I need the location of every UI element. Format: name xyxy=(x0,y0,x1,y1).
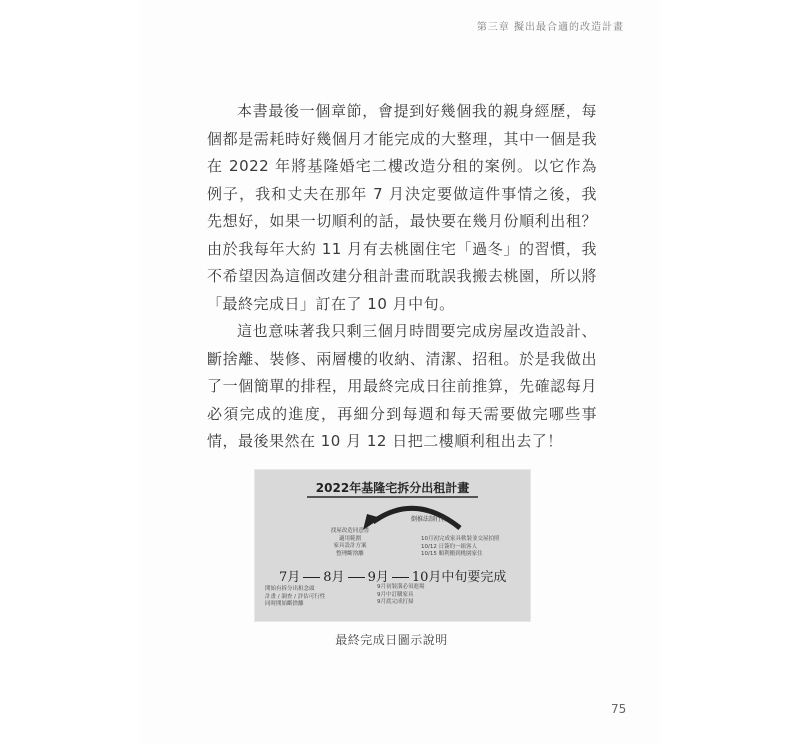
timeline-september: 9月 xyxy=(367,570,389,585)
paragraph-1: 本書最後一個章節，會提到好幾個我的親身經歷，每個都是需耗時好幾個月才能完成的大整理，其中一個是我在 2022 年將基隆婚宅二樓改造分租的案例。以它作為例子，我和丈夫在那年 7 月決定要做這件事情之後，我先想好，如果一切順利的話，最快要在幾月份順利出租？由於我每年大約 11 月有去桃園住宅「過冬」的習慣，我不希望因為這個改建分租計畫而耽誤我搬去桃園，所以將「最終完成日」訂在了 10 月中旬。 xyxy=(207,102,597,313)
timeline-august: 8月 xyxy=(323,570,345,585)
timeline xyxy=(279,566,529,585)
paragraph-2: 這也意味著我只剩三個月時間要完成房屋改造設計、斷捨離、裝修、兩層樓的收納、清潔、招租。於是我做出了一個簡單的排程，用最終完成日往前推算，先確認每月必須完成的進度，再細分到每週和每天需要做完哪些事情，最後果然在 10 月 12 日把二樓順利租出去了！ xyxy=(207,322,597,450)
page-number: 75 xyxy=(611,702,627,716)
figure-title: 2022年基隆宅拆分出租計畫 xyxy=(315,481,470,495)
schedule-figure xyxy=(254,469,531,622)
note-september: 9月初裝潢必須進場 9月中訂購家具 9月底完成打掃 xyxy=(377,584,425,605)
timeline-july: 7月 xyxy=(279,570,301,585)
running-head: 第三章 擬出最合適的改造計畫 xyxy=(476,22,624,33)
figure-caption: 最終完成日圖示說明 xyxy=(335,633,448,647)
note-july-august: 找屋改造同意書 適用範圍 家具設計方案 整理斷捨離 xyxy=(330,528,370,557)
note-start: 開始有拆分出租念頭 計畫 / 調查 / 評估可行性 同時開始斷捨離 xyxy=(265,586,326,607)
note-october: 10月初完成家具軟裝並交屋拍照 10/12 日簽約一組客人 10/15 順利搬到桃園家住 xyxy=(421,536,500,557)
arrow-label: 倒推法制行程 xyxy=(411,516,448,523)
body-text xyxy=(207,98,597,456)
timeline-october: 10月中旬要完成 xyxy=(411,570,507,585)
